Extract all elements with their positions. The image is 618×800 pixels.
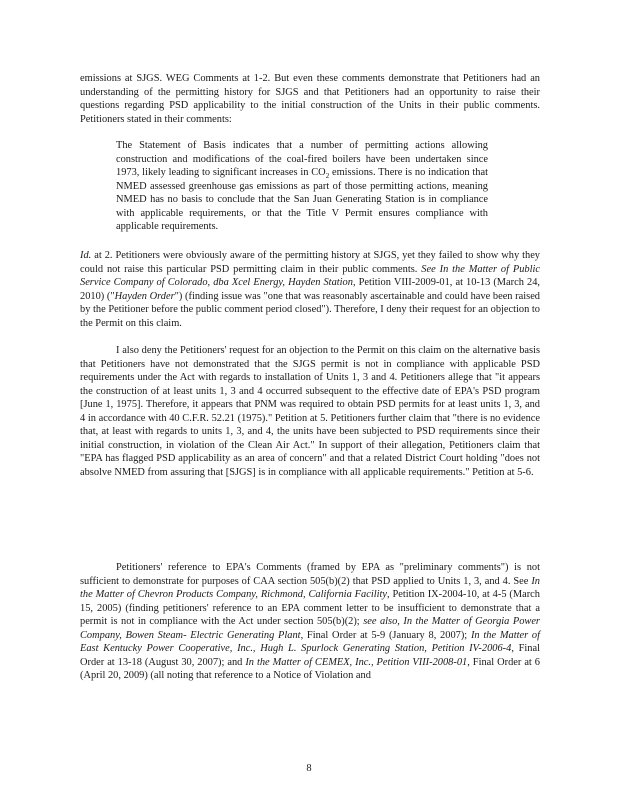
text-segment: at 2. Petitioners were obviously aware of the permitting history at SJGS, yet they failed to show why they could not raise this particular PSD permitting claim in their public comments.	[80, 250, 540, 275]
citation-id: Id.	[80, 250, 92, 261]
text-segment: , Final Order at 13-18 (August 30, 2007); and	[80, 643, 540, 668]
citation-case-name: see also, In the Matter of Georgia Power Company, Bowen Steam- Electric Generating Plant	[80, 616, 540, 641]
text-segment: , Final Order at 6 (April 20, 2009) (all noting that reference to a Notice of Violation and	[80, 656, 540, 681]
paragraph-intro: emissions at SJGS. WEG Comments at 1-2. But even these comments demonstrate that Petitioners had an understanding of the permitting history for SJGS and that Petitioners had an opportunity to raise their questions regarding PSD applicability to the initial construction of the Units in their public comments. Petitioners stated in their comments:	[80, 73, 540, 125]
paragraph-alternative-basis: I also deny the Petitioners' request for an objection to the Permit on this claim on the alternative basis that Petitioners have not demonstrated that the SJGS permit is not in compliance with applicable PSD requirements under the Act with regards to installation of Units 1, 3 and 4. Petitioners allege that "it appears the construction of at least units 1, 3 and 4 occurred subsequent to the effective date of EPA's PSD program [June 1, 1975]. Therefore, it appears that PNM was required to obtain PSD permits for at least units 1, 3, and 4 in accordance with 40 C.F.R. 52.21 (1975)." Petition at 5. Petitioners further claim that "there is no evidence that, at least with regards to units 1, 3, and 4, the units have been subjected to PSD requirements since their initial construction, in violation of the Clean Air Act." In support of their allegation, Petitioners claim that "EPA has flagged PSD applicability as an area of concern" and that a related District Court holding "does not absolve NMED from assuring that [SJGS] is in compliance with all applicable requirements." Petition at 5-6.	[80, 345, 540, 478]
citation-case-name: In the Matter of CEMEX, Inc., Petition VIII-2008-01	[245, 656, 468, 668]
paragraph-epa-comments	[80, 561, 540, 683]
citation-case-name: In the Matter of Chevron Products Company, Richmond, California Facility	[80, 575, 540, 600]
block-quote	[116, 139, 488, 234]
co2-subscript: 2	[325, 172, 330, 181]
text-segment: , Final Order at 5-9 (January 8, 2007);	[300, 629, 471, 641]
text-segment: Petitioners' reference to EPA's Comments (framed by EPA as "preliminary comments") is not sufficient to demonstrate for purposes of CAA section 505(b)(2) that PSD applied to Units 1, 3, and 4. See	[80, 562, 540, 587]
text-segment: , Petition IX-2004-10, at 4-5 (March 15, 2005) (finding petitioners' reference to an EPA comment letter to be insufficient to demonstrate that a permit is not in compliance with the Act under section 505(b)(2);	[80, 589, 540, 627]
block-quote-text-continued: emissions. There is no indication that NMED assessed greenhouse gas emissions as part of those permitting actions, meaning NMED has no basis to conclude that the San Juan Generating Station is in compliance with applicable requirements, or that the Title V Permit ensures compliance with applicable requirements.	[116, 167, 488, 232]
citation-case-name: See In the Matter of Public Service Company of Colorado, dba Xcel Energy, Hayden Station	[80, 263, 540, 288]
citation-short-name: Hayden Order	[114, 290, 175, 302]
text-segment: , Petition VIII-2009-01, at 10-13 (March 24, 2010) ("	[80, 277, 540, 302]
text-segment: ") (finding issue was "one that was reasonably ascertainable and could have been raised by the Petitioner before the public comment period closed"). Therefore, I deny their request for an objection to the Permit on this claim.	[80, 290, 540, 329]
page-number: 8	[306, 763, 312, 774]
block-quote-text: The Statement of Basis indicates that a number of permitting actions allowing construction and modifications of the coal-fired boilers have been undertaken since 1973, likely leading to significant increases in CO	[116, 140, 488, 178]
citation-case-name: In the Matter of East Kentucky Power Cooperative, Inc., Hugh L. Spurlock Generating Station, Petition IV-2006-4	[80, 629, 540, 654]
paragraph-hayden	[80, 249, 540, 330]
